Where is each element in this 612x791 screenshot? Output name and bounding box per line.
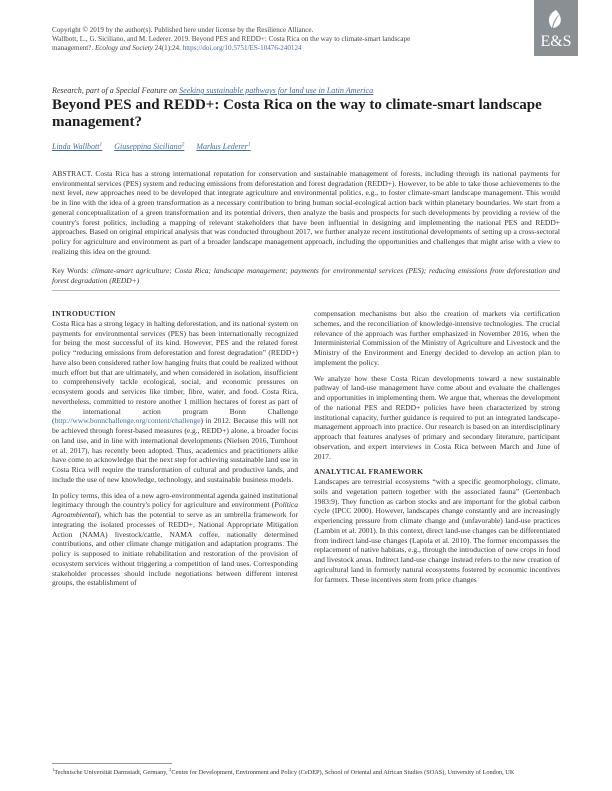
special-feature-link[interactable]: Seeking sustainable pathways for land use in Latin America [179, 86, 374, 95]
keywords [52, 266, 560, 285]
doi-link[interactable]: https://doi.org/10.5751/ES-10476-240124 [182, 44, 302, 52]
citation-header [52, 26, 492, 53]
section-heading-introduction: INTRODUCTION [52, 309, 116, 318]
journal-logo [534, 0, 578, 56]
keywords-label: Key Words: [52, 266, 89, 275]
author-list [52, 141, 261, 151]
author-link[interactable]: Markus Lederer$^1$ [196, 141, 251, 151]
intro-paragraph-3: compensation mechanisms but also the creation of markets via certification schemes, and the reconciliation of knowledge-intensive technologies. The crucial relevance of the approach was further emphasized in November 2016, when the Interministerial Commission of the Ministry of Agriculture and Livestock and the Ministry of the Environment and Energy decided to develop an action plan to implement the policy. [314, 309, 560, 367]
article-title: Beyond PES and REDD+: Costa Rica on the way to climate-smart landscape management? [52, 97, 542, 130]
author-link[interactable]: Linda Wallbott$^1$ [52, 141, 103, 151]
journal-name: Ecology and Society [94, 44, 153, 52]
abstract: ABSTRACT. Costa Rica has a strong international reputation for conservation and sustainable management of forests, including through its national payments for environmental services (PES) system and reducing emissions from deforestation and forest degradation (REDD+). However, to be able to take those achievements to the next level, new approaches need to be developed that integrate agriculture and environmental politics, e.g., to foster climate-smart landscape management. This would be in line with the idea of a green transformation as a necessary contribution to bring human social-ecological action back within planetary boundaries. We start from a general conceptualization of a green transformation and its potential drivers, then analyze the basis and prospects for such developments by providing a review of the country's forest politics, including a mapping of relevant stakeholders that have been influential in designing and implementing the national PES and REDD+ approaches. Based on original empirical analysis that was conducted throughout 2017, we further analyze recent institutional developments of setting up a cross-sectoral policy for agriculture and environment as part of a broader landscape management approach, including the opportunities and challenges that might arise with a view to realizing this idea on the ground. [52, 169, 560, 256]
right-column [314, 309, 560, 590]
intro-paragraph-2: In policy terms, this idea of a new agro-environmental agenda gained institutional legitimacy through the country's policy for agriculture and environment (Política Agroambiental), which has the potential to serve as an umbrella framework for integrating the isolated processes of REDD+, National Appropriate Mitigation Action (NAMA) livestock/cattle, NAMA coffee, nationally determined contributions, and other climate change mitigation and adaptation programs. The policy is supposed to initiate rehabilitation and restoration of the provision of ecosystem services without triggering a competition of land uses. Corresponding stakeholder processes should include negotiations between different interest groups, the establishment of [52, 490, 298, 588]
leaf-icon [544, 8, 568, 30]
intro-paragraph-1: Costa Rica has a strong legacy in halting deforestation, and its national system on payments for environmental services (PES) has been internationally recognized for being the most successful of its kind. However, PES and the related forest policy “reducing emissions from deforestation and forest degradation” (REDD+) have also been considered rather low hanging fruits that could be realized without much effort but that are ultimately, and when considered in isolation, insufficient to comprehensively tackle ecological, social, and economic pressures on ecosystem goods and services like timber, fibre, water, and food. Costa Rica, nevertheless, committed to restore another 1 million hectares of forest as part of the international action program Bonn Challenge (http://www.bonnchallenge.org/content/challenge) in 2012. Because this will not be achieved through forest-based measures (e.g., REDD+) alone, a broader focus on land use, and in line with international developments (Nielsen 2016, Turnhout et al. 2017), has recently been adopted. Thus, academics and practitioners alike have come to acknowledge that the next step for achieving sustainable land use in Costa Rica will require the transformation of cultural and productive lands, and include the use of new knowledge, technology, and sustainable business models. [52, 318, 298, 484]
intro-paragraph-4: We analyze how these Costa Rican developments toward a new sustainable pathway of land-use management have come about and evaluate the challenges and opportunities in implementing them. We argue that, whereas the development of the national PES and REDD+ policies have been characterized by strong institutional capacity, further guidance is required to put an integrated landscape-management approach into practice. Our research is based on an interdisciplinary approach that features analyses of primary and secondary literature, participant observation, and expert interviews in Costa Rica between March and June of 2017. [314, 373, 560, 461]
citation-line: Wallbott, L., G. Siciliano, and M. Lederer. 2019. Beyond PES and REDD+: Costa Rica on the way to climate-smart landscape [52, 35, 411, 43]
copyright-line: Copyright © 2019 by the author(s). Published here under license by the Resilience Alliance. [52, 26, 314, 34]
section-heading-analytical-framework: ANALYTICAL FRAMEWORK [314, 467, 424, 477]
keywords-text: climate-smart agriculture; Costa Rica; landscape management; payments for environmental services (PES); reducing emissions from deforestation and forest degradation (REDD+) [52, 266, 561, 285]
framework-paragraph-1: Landscapes are terrestrial ecosystems “with a specific geomorphology, climate, soils and vegetation pattern together with the associated fauna” (Gertenbach 1983:9). They function as carbon stocks and are important for the global carbon cycle (IPCC 2000). However, landscapes change constantly and are increasingly experiencing pressure from climate change and (unfavorable) land-use practices (Lambin et al. 2001). In this context, direct land-use changes can be differentiated from indirect land-use changes (Lapola et al. 2010). The former encompasses the replacement of native habitats, e.g., through the introduction of new crops in food and livestock areas. Indirect land-use change instead refers to the new creation of agricultural land in formerly natural ecosystems fostered by economic incentives for farmers. These incentives stem from price changes [314, 477, 560, 584]
author-link[interactable]: Giuseppina Siciliano$^2$ [114, 141, 185, 151]
special-feature-line: Research, part of a Special Feature on Seeking sustainable pathways for land use in Latin America [52, 86, 374, 95]
bonn-challenge-link[interactable]: http://www.bonnchallenge.org/content/challenge [54, 416, 201, 426]
section-divider [52, 290, 560, 291]
volume: 24(1):24. [154, 44, 181, 52]
footnote-divider [52, 763, 172, 764]
left-column [52, 309, 298, 594]
logo-text: E&S [540, 33, 572, 50]
affiliations-footnote: $^1$Technische Universität Darmstadt, Germany, $^2$Centre for Development, Environment and Policy (CeDEP), School of Oriental and African Studies (SOAS), University of London, UK [52, 767, 515, 777]
citation-line-2: management?. Ecology and Society 24(1):24. https://doi.org/10.5751/ES-10476-240124 [52, 44, 302, 52]
